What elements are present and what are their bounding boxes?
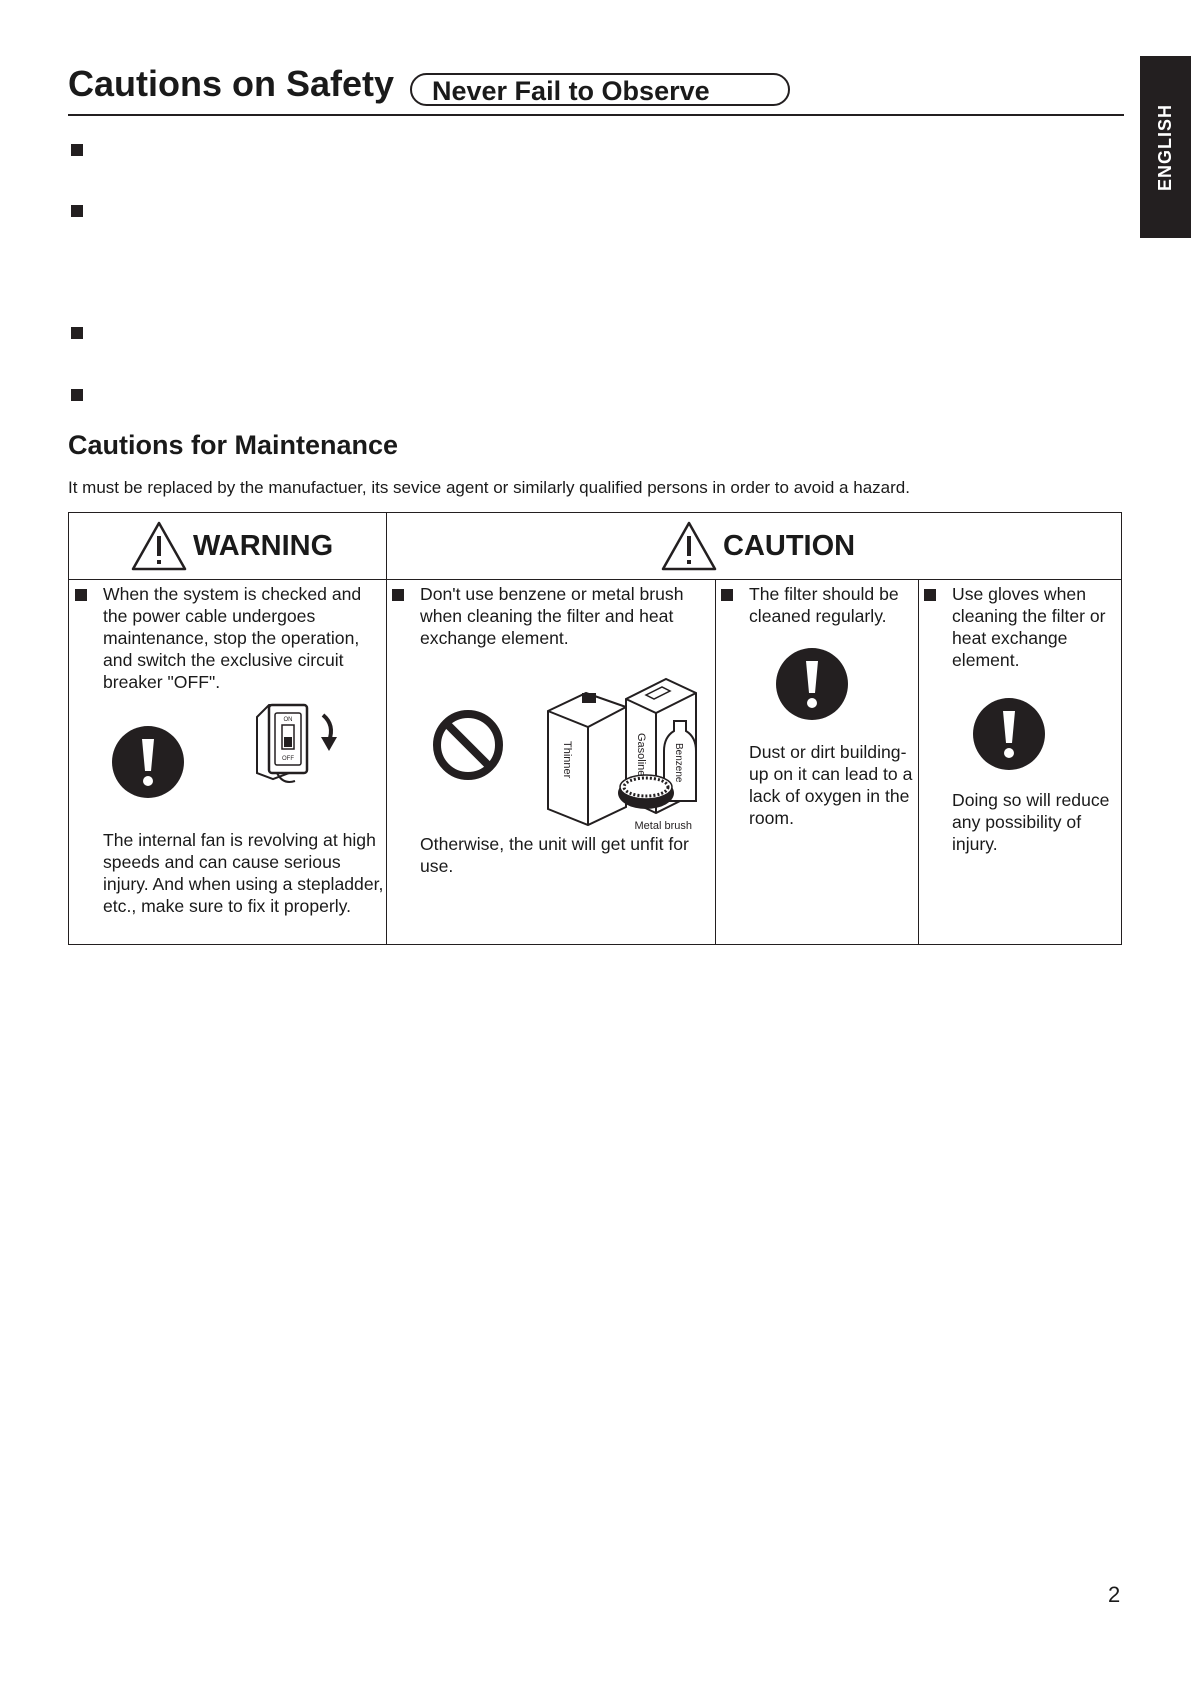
benzene-label: Benzene [673,743,684,783]
maintenance-note: It must be replaced by the manufactuer, its sevice agent or similarly qualified persons in order to avoid a hazard. [68,478,910,497]
caution2-text: The filter should be cleaned regularly. [749,584,899,626]
warning-header-label: WARNING [193,529,334,562]
caution2-bullet [721,589,733,601]
header-divider [69,579,1121,580]
caution-cell-chemicals [386,583,715,945]
circuit-breaker-icon [249,695,349,787]
bullet-2 [71,205,83,217]
caution-header [661,518,855,574]
caution1-bullet [392,589,404,601]
caution-header-label: CAUTION [723,529,856,562]
mandatory-action-icon [775,647,849,721]
breaker-off-label: OFF [282,756,294,762]
gasoline-label: Gasoline [635,733,647,777]
mandatory-action-icon [111,725,185,799]
caution2-reason: Dust or dirt building-up on it can lead to a lack of oxygen in the room. [749,742,913,828]
mandatory-action-icon [972,697,1046,771]
page-number: 2 [1108,1582,1121,1607]
warning-triangle-icon [131,520,187,572]
caution3-text: Use gloves when cleaning the filter or heat exchange element. [952,584,1106,670]
observe-badge [410,73,790,106]
warning-reason: The internal fan is revolving at high speeds and can cause serious injury. And when using a stepladder, etc., make sure to fix it properly. [103,830,384,916]
caution1-text: Don't use benzene or metal brush when cleaning the filter and heat exchange element. [420,584,684,648]
breaker-on-label: ON [283,717,293,723]
language-label: ENGLISH [1155,103,1176,191]
caution3-reason: Doing so will reduce any possibility of injury. [952,790,1110,854]
thinner-label: Thinner [561,741,573,779]
chemicals-brush-icon [546,671,706,839]
page-title: Cautions on Safety [68,63,395,104]
caution-cell-gloves [918,583,1121,945]
caution-triangle-icon [661,520,717,572]
bullet-4 [71,389,83,401]
caution1-reason: Otherwise, the unit will get unfit for use. [420,834,689,876]
maintenance-heading: Cautions for Maintenance [68,430,399,460]
metal-brush-label: Metal brush [634,820,692,832]
bullet-1 [71,144,83,156]
caution-cell-filter [715,583,918,945]
prohibited-icon [432,709,504,781]
caution3-bullet [924,589,936,601]
observe-badge-label: Never Fail to Observe [432,76,710,106]
bullet-3 [71,327,83,339]
cautions-table [68,512,1122,945]
warning-cell [69,583,386,945]
warning-header [131,518,333,574]
title-row [68,64,1124,116]
warning-bullet [75,589,87,601]
warning-text: When the system is checked and the power cable undergoes maintenance, stop the operation, and switch the exclusive circuit breaker "OFF". [103,584,362,692]
language-tab [1140,56,1191,238]
